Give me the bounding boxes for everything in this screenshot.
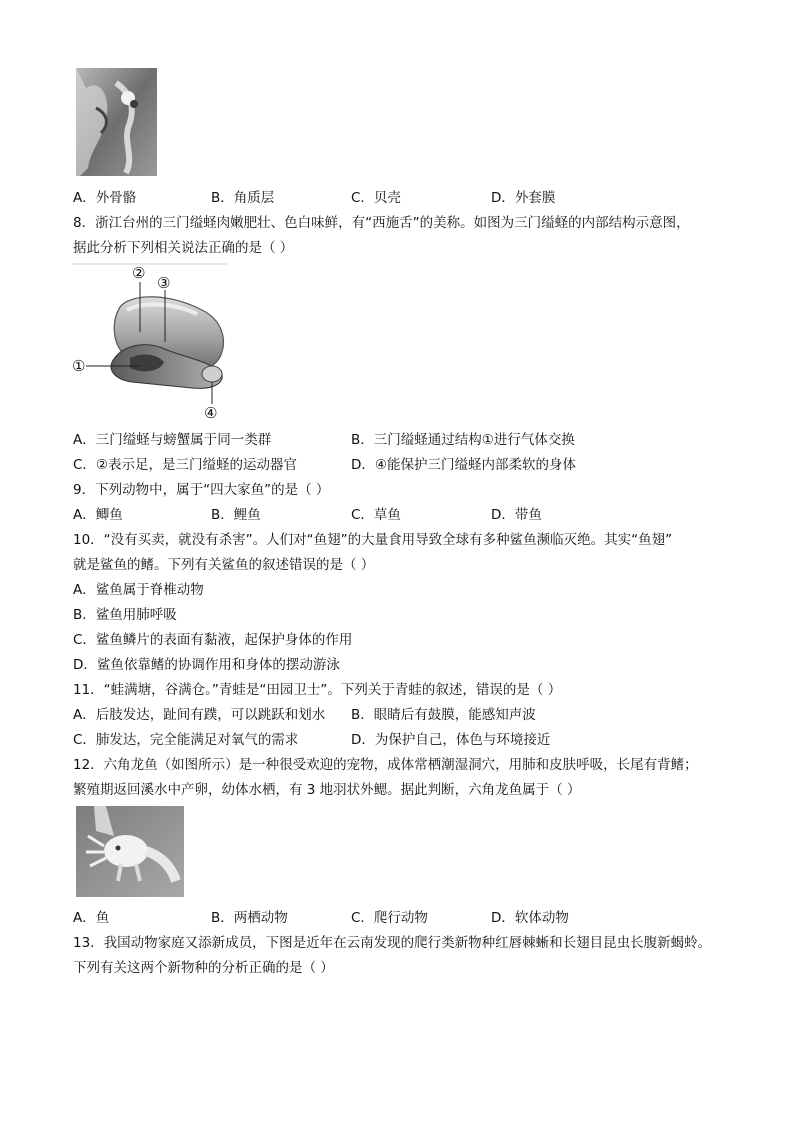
q12-option-a[interactable]: A．鱼: [73, 910, 110, 926]
q8-option-c[interactable]: C．②表示足，是三门缢蛏的运动器官: [73, 457, 298, 473]
axolotl-photo-image: [76, 806, 184, 897]
q10-option-a[interactable]: A．鲨鱼属于脊椎动物: [73, 582, 204, 598]
q11-option-c[interactable]: C．肺发达，完全能满足对氧气的需求: [73, 732, 299, 748]
q9-stem: 9．下列动物中，属于“四大家鱼”的是（ ）: [73, 482, 330, 498]
q9-option-d[interactable]: D．带鱼: [491, 507, 542, 523]
q8-option-a[interactable]: A．三门缢蛏与螃蟹属于同一类群: [73, 432, 272, 448]
q12-option-d[interactable]: D．软体动物: [491, 910, 569, 926]
q8-diagram: [72, 262, 232, 422]
q9-option-a[interactable]: A．鲫鱼: [73, 507, 123, 523]
q9-option-b[interactable]: B．鲤鱼: [211, 507, 261, 523]
q8-stem-line2: 据此分析下列相关说法正确的是（ ）: [73, 240, 294, 256]
q10-option-d[interactable]: D．鲨鱼依靠鳍的协调作用和身体的摆动游泳: [73, 657, 340, 673]
q11-option-a[interactable]: A．后肢发达，趾间有蹼，可以跳跃和划水: [73, 707, 326, 723]
q12-stem-line1: 12．六角龙鱼（如图所示）是一种很受欢迎的宠物，成体常栖潮湿洞穴，用肺和皮肤呼吸，长尾有背鳍；: [73, 757, 698, 773]
q11-option-d[interactable]: D．为保护自己，体色与环境接近: [351, 732, 551, 748]
q12-stem-line2: 繁殖期返回溪水中产卵，幼体水栖，有 3 地羽状外鳃。据此判断，六角龙鱼属于（ ）: [73, 782, 581, 798]
diagram-label-4: ④: [204, 404, 218, 422]
q10-stem-line1: 10．“没有买卖，就没有杀害”。人们对“鱼翅”的大量食用导致全球有多种鲨鱼濒临灭绝。其实“鱼翅”: [73, 532, 673, 548]
diagram-label-2: ②: [132, 264, 146, 282]
diagram-label-3: ③: [157, 274, 171, 292]
q7-option-b[interactable]: B．角质层: [211, 190, 275, 206]
q7-option-d[interactable]: D．外套膜: [491, 190, 556, 206]
razor-clam-diagram: [72, 262, 232, 422]
q12-option-b[interactable]: B．两栖动物: [211, 910, 288, 926]
q10-stem-line2: 就是鲨鱼的鳍。下列有关鲨鱼的叙述错误的是（ ）: [73, 557, 375, 573]
q12-photo: [76, 806, 184, 897]
q8-stem-line1: 8．浙江台州的三门缢蛏肉嫩肥壮、色白味鲜，有“西施舌”的美称。如图为三门缢蛏的内部结构示意图，: [73, 215, 690, 231]
q9-option-c[interactable]: C．草鱼: [351, 507, 401, 523]
q7-option-a[interactable]: A．外骨骼: [73, 190, 137, 206]
q8-option-b[interactable]: B．三门缢蛏通过结构①进行气体交换: [351, 432, 575, 448]
q11-stem: 11．“蛙满塘，谷满仓。”青蛙是“田园卫士”。下列关于青蛙的叙述，错误的是（ ）: [73, 682, 562, 698]
q7-photo-image: [76, 68, 157, 176]
q13-stem-line2: 下列有关这两个新物种的分析正确的是（ ）: [73, 960, 334, 976]
q10-option-c[interactable]: C．鲨鱼鳞片的表面有黏液，起保护身体的作用: [73, 632, 353, 648]
q7-option-c[interactable]: C．贝壳: [351, 190, 401, 206]
q13-stem-line1: 13．我国动物家庭又添新成员，下图是近年在云南发现的爬行类新物种红唇棘蜥和长翅目昆虫长腹新蝎蛉。: [73, 935, 712, 951]
q8-option-d[interactable]: D．④能保护三门缢蛏内部柔软的身体: [351, 457, 576, 473]
q10-option-b[interactable]: B．鲨鱼用肺呼吸: [73, 607, 177, 623]
diagram-label-1: ①: [72, 357, 86, 375]
q7-photo: [76, 68, 157, 176]
q12-option-c[interactable]: C．爬行动物: [351, 910, 428, 926]
q11-option-b[interactable]: B．眼睛后有鼓膜，能感知声波: [351, 707, 536, 723]
